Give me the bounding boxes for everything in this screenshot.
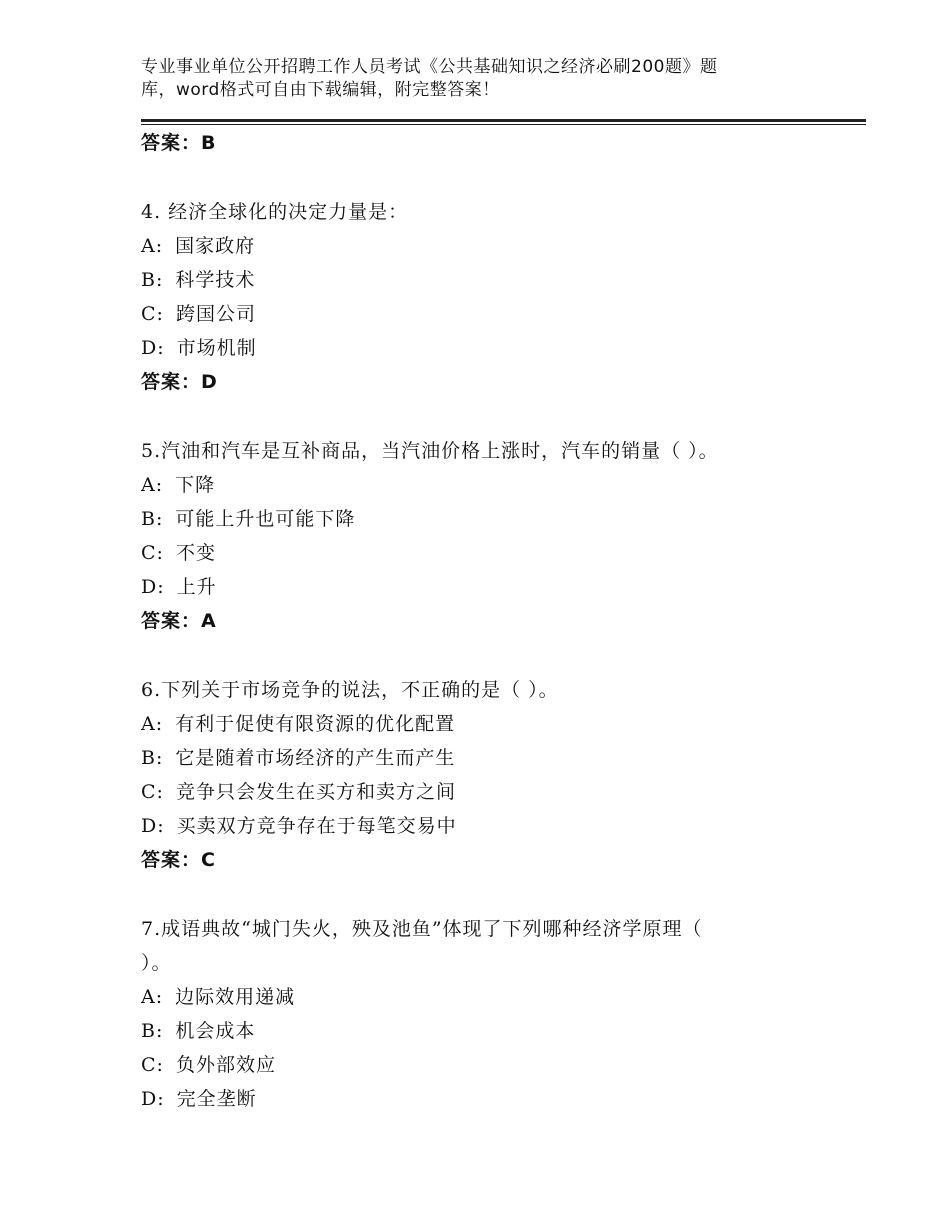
option-letter: C: — [141, 303, 164, 325]
option-text: 完全垄断 — [176, 1088, 257, 1110]
question-7-option-b — [141, 1018, 255, 1044]
option-text: 国家政府 — [175, 235, 256, 257]
question-4-option-b — [141, 267, 255, 293]
question-4-option-d — [141, 335, 257, 361]
header-rule-thin — [141, 124, 866, 125]
question-4-option-a — [141, 233, 255, 259]
option-letter: C: — [141, 781, 164, 803]
option-text: 跨国公司 — [175, 303, 256, 325]
option-letter: B: — [141, 508, 164, 530]
option-letter: A: — [141, 474, 164, 496]
option-letter: C: — [141, 542, 164, 564]
option-text: 边际效用递减 — [175, 986, 296, 1008]
question-5-answer: 答案：A — [141, 610, 217, 632]
question-5-option-c — [141, 540, 216, 566]
document-header — [141, 56, 781, 102]
question-7-option-c — [141, 1052, 276, 1078]
option-text: 机会成本 — [175, 1020, 256, 1042]
question-4-option-c — [141, 301, 256, 327]
header-line-1: 专业事业单位公开招聘工作人员考试《公共基础知识之经济必刷200题》题 — [141, 57, 718, 77]
option-text: 不变 — [175, 542, 216, 564]
question-5-option-a — [141, 472, 215, 498]
question-6-option-c — [141, 779, 456, 805]
question-5-option-b — [141, 506, 355, 532]
header-rule-thick — [141, 119, 866, 122]
option-letter: B: — [141, 747, 164, 769]
question-4-stem: 4. 经济全球化的决定力量是： — [141, 201, 409, 223]
option-letter: D: — [141, 815, 165, 837]
question-7-stem: 7.成语典故“城门失火，殃及池鱼”体现了下列哪种经济学原理（ — [141, 918, 703, 940]
option-letter: A: — [141, 713, 164, 735]
option-letter: A: — [141, 986, 164, 1008]
option-letter: D: — [141, 337, 165, 359]
question-7-stem-continued: ）。 — [141, 952, 172, 974]
previous-answer: 答案：B — [141, 132, 217, 154]
option-text: 负外部效应 — [175, 1054, 276, 1076]
question-6-option-a — [141, 711, 455, 737]
option-letter: D: — [141, 576, 165, 598]
question-6-stem: 6.下列关于市场竞争的说法，不正确的是（ ）。 — [141, 679, 559, 701]
option-letter: A: — [141, 235, 164, 257]
option-letter: B: — [141, 1020, 164, 1042]
option-letter: D: — [141, 1088, 165, 1110]
option-text: 有利于促使有限资源的优化配置 — [175, 713, 456, 735]
question-4-answer: 答案：D — [141, 371, 218, 393]
question-7-option-a — [141, 984, 295, 1010]
question-6-option-d — [141, 813, 457, 839]
option-text: 市场机制 — [176, 337, 257, 359]
option-letter: B: — [141, 269, 164, 291]
question-5-option-d — [141, 574, 217, 600]
option-text: 下降 — [175, 474, 216, 496]
question-6-answer: 答案：C — [141, 849, 216, 871]
option-letter: C: — [141, 1054, 164, 1076]
header-line-2: 库，word格式可自由下载编辑，附完整答案！ — [141, 80, 500, 100]
option-text: 科学技术 — [175, 269, 256, 291]
option-text: 可能上升也可能下降 — [175, 508, 356, 530]
option-text: 竞争只会发生在买方和卖方之间 — [175, 781, 456, 803]
question-7-option-d — [141, 1086, 257, 1112]
option-text: 上升 — [176, 576, 217, 598]
option-text: 它是随着市场经济的产生而产生 — [175, 747, 456, 769]
option-text: 买卖双方竞争存在于每笔交易中 — [176, 815, 457, 837]
question-6-option-b — [141, 745, 455, 771]
question-5-stem: 5.汽油和汽车是互补商品，当汽油价格上涨时，汽车的销量（ ）。 — [141, 440, 719, 462]
